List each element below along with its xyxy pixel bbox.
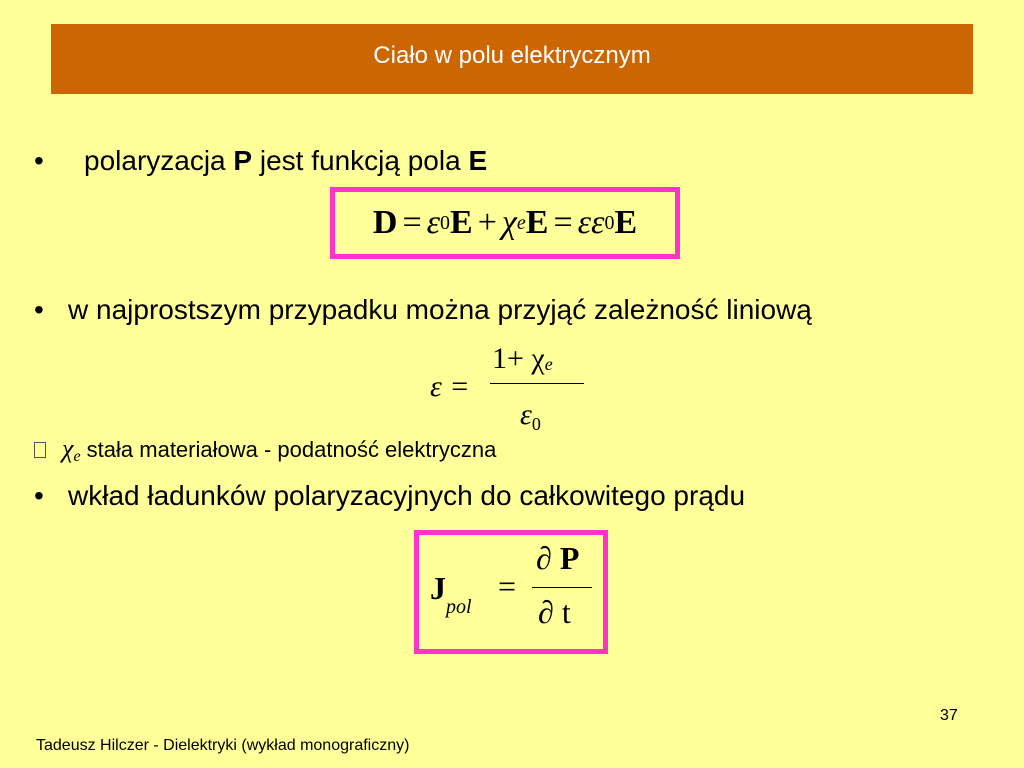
chi-sub: e <box>73 448 81 465</box>
slide-title: Ciało w polu elektrycznym <box>373 42 651 69</box>
chi-symbol <box>62 434 81 463</box>
eq1-plus: + <box>477 204 497 241</box>
eq2-fraction-bar <box>490 383 584 384</box>
eq2-den-main: ε <box>520 398 532 431</box>
equation-displacement <box>330 187 680 259</box>
page-number: 37 <box>940 707 958 724</box>
bold-e: E <box>468 145 488 176</box>
eq2-num-sub: e <box>544 354 553 374</box>
footer-text: Tadeusz Hilczer - Dielektryki (wykład monograficzny) <box>36 737 410 754</box>
bullet-current <box>34 480 745 512</box>
bullet-linear <box>34 294 812 326</box>
eq3-equals: = <box>498 568 517 604</box>
eq3-denominator: ∂ t <box>538 594 571 630</box>
eq1-zero-2: 0 <box>604 211 615 234</box>
sub-item-susceptibility <box>34 434 496 472</box>
eq1-chi: χ <box>501 204 517 241</box>
eq3-J: J <box>430 570 446 606</box>
eq2-denominator <box>520 398 541 435</box>
eq1-zero: 0 <box>440 211 451 234</box>
equation-permittivity <box>430 338 590 438</box>
sub-item-text: stała materiałowa - podatność elektryczna <box>80 437 497 462</box>
square-bullet-icon <box>34 442 46 458</box>
eq1-eps-eps: εε <box>577 204 605 241</box>
bullet-text-a: polaryzacja <box>84 145 234 176</box>
eq1-equals-2: = <box>553 204 573 241</box>
bullet-marker: • <box>34 294 44 325</box>
eq2-lhs: ε = <box>430 370 470 403</box>
eq2-den-sub: 0 <box>531 414 541 434</box>
eq3-fraction-bar <box>532 587 592 588</box>
bullet-marker: • <box>34 145 44 176</box>
equation-polarization-current <box>414 530 608 654</box>
eq3-numerator: ∂ P <box>536 540 580 576</box>
eq1-e-sub: e <box>516 211 526 234</box>
bullet-marker: • <box>34 480 44 511</box>
chi: χ <box>62 434 74 463</box>
bullet-text-b: jest funkcją pola <box>252 145 469 176</box>
eq1-E2: E <box>525 204 549 241</box>
eq2-numerator <box>492 342 553 376</box>
title-bar <box>51 24 973 94</box>
eq2-num-main: 1+ χ <box>492 342 545 375</box>
eq3-lhs <box>430 570 472 619</box>
eq1-E: E <box>450 204 473 241</box>
eq1-equals: = <box>402 204 422 241</box>
eq1-epsilon: ε <box>426 204 441 241</box>
bullet-polarization <box>34 145 487 177</box>
eq1-E3: E <box>614 204 638 241</box>
eq1-D: D <box>372 204 398 241</box>
bold-p: P <box>233 145 253 176</box>
bullet-text: w najprostszym przypadku można przyjąć zależność liniową <box>68 294 812 325</box>
bullet-text: wkład ładunków polaryzacyjnych do całkowitego prądu <box>68 480 746 511</box>
eq3-pol: pol <box>446 596 472 618</box>
